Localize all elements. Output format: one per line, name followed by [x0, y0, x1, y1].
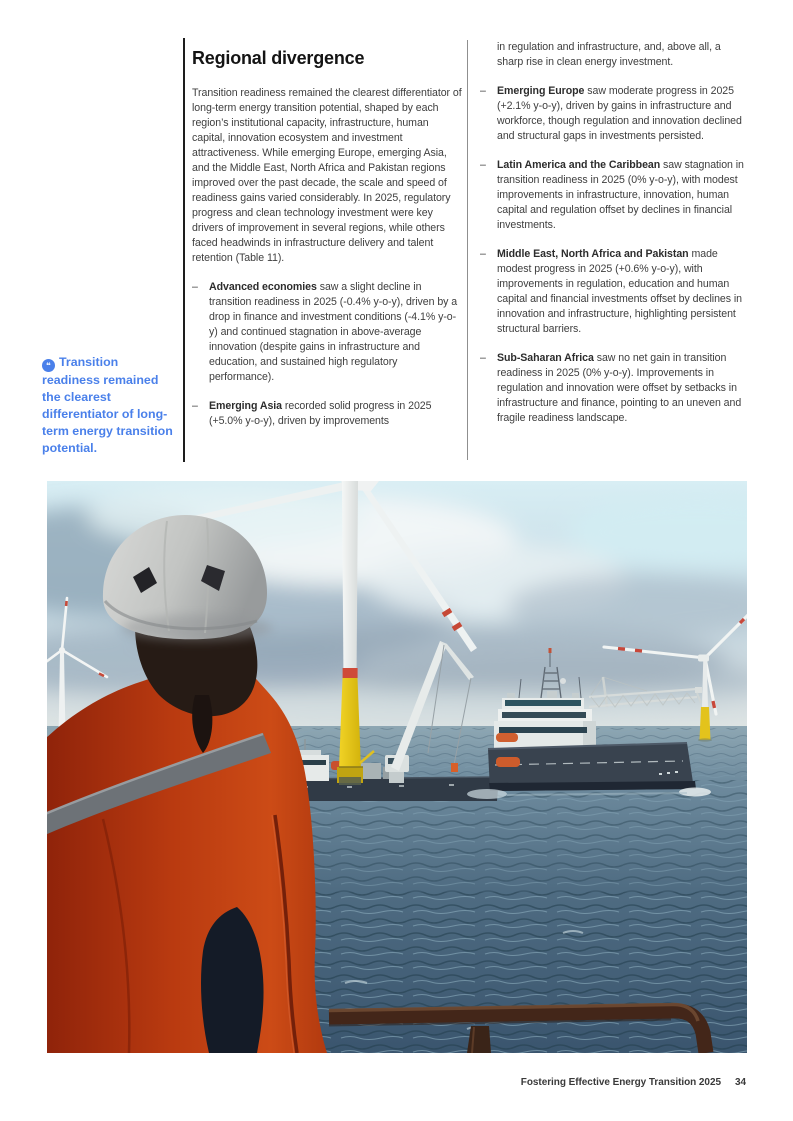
wind-farm-illustration: [47, 481, 747, 1053]
bullet-text: Emerging Asia recorded solid progress in 2025 (+5.0% y-o-y), driven by improvements: [209, 400, 432, 427]
bullet-lead: Latin America and the Caribbean: [497, 159, 661, 171]
intro-paragraph: Transition readiness remained the clearest differentiator of long-term energy transition potential, shaped by each region’s institutional capacity, infrastructure, human capital, innovation ecosystem and investment attractiveness. While emerging Europe, emerging Asia, and the Middle East, North Africa and Pakistan regions improved over the past decade, the scale and speed of readiness gains varied considerably. In 2025, regulatory progress and clean technology investment were key drivers of improvement in several regions, while others faced headwinds in infrastructure delivery and talent retention (Table 11).: [192, 87, 462, 264]
bullet-text: Latin America and the Caribbean saw stagnation in transition readiness in 2025 (0% y-o-y), with modest improvements in infrastructure, innovation, human capital and regulation offset by declines in financial investments.: [497, 159, 744, 231]
lifeboat: [496, 757, 520, 767]
bullet-dash: –: [480, 159, 486, 171]
footer-report-title: Fostering Effective Energy Transition 2025: [520, 1077, 721, 1088]
list-item: [192, 399, 463, 429]
list-item: [192, 280, 463, 385]
bullet-dash: –: [192, 281, 198, 293]
bullet-text: Middle East, North Africa and Pakistan made modest progress in 2025 (+0.6% y-o-y), with improvements in regulation, education and human capital and financial investments offset by declines in innovation and infrastructure, highlighting persistent structural barriers.: [497, 248, 743, 335]
text-column-1: [192, 86, 463, 443]
text-column-2: [480, 40, 747, 440]
column-divider: [467, 40, 468, 460]
bullet-lead: Emerging Asia: [209, 400, 283, 412]
bullet-dash: –: [192, 400, 198, 412]
bullet-lead: Sub-Saharan Africa: [497, 352, 594, 364]
section-rule: [183, 38, 185, 462]
list-item: [480, 84, 747, 144]
quote-icon: ❝: [42, 359, 55, 372]
wind-farm-photo: [47, 481, 747, 1053]
list-item: [480, 247, 747, 337]
lifeboat: [496, 733, 518, 742]
pull-quote-text: Transition readiness remained the clearest differentiator of long-term energy transition potential.: [42, 355, 173, 455]
bullet-text: Sub-Saharan Africa saw no net gain in transition readiness in 2025 (0% y-o-y). Improvements in regulation and innovation were offset by setbacks in infrastructure and finance, pointing to an uneven and fragile readiness landscape.: [497, 352, 742, 424]
continuation-paragraph: in regulation and infrastructure, and, above all, a sharp rise in clean energy investment.: [497, 41, 721, 68]
bullet-dash: –: [480, 248, 486, 260]
bullet-lead: Advanced economies: [209, 281, 317, 293]
pull-quote: [42, 354, 178, 457]
page-footer: [521, 1077, 746, 1088]
footer-page-number: 34: [734, 1077, 746, 1088]
list-item: [480, 351, 747, 426]
bullet-lead: Middle East, North Africa and Pakistan: [497, 248, 689, 260]
bullet-lead: Emerging Europe: [497, 85, 585, 97]
yellow-monopile: [339, 678, 361, 769]
bullet-text: Advanced economies saw a slight decline in transition readiness in 2025 (-0.4% y-o-y), driven by a drop in finance and investment conditions (-4.1% y-o-y) and continued stagnation in above-average innovation (despite gains in infrastructure and education, and sustained high regulatory performance).: [209, 281, 458, 383]
bullet-dash: –: [480, 85, 486, 97]
list-item: [480, 158, 747, 233]
page-title: Regional divergence: [192, 48, 365, 69]
turbine-tower: [342, 481, 358, 668]
bullet-text: Emerging Europe saw moderate progress in 2025 (+2.1% y-o-y), driven by gains in infrastructure and workforce, though regulation and innovation declined and structural gaps in investments persisted.: [497, 85, 742, 142]
bullet-dash: –: [480, 352, 486, 364]
